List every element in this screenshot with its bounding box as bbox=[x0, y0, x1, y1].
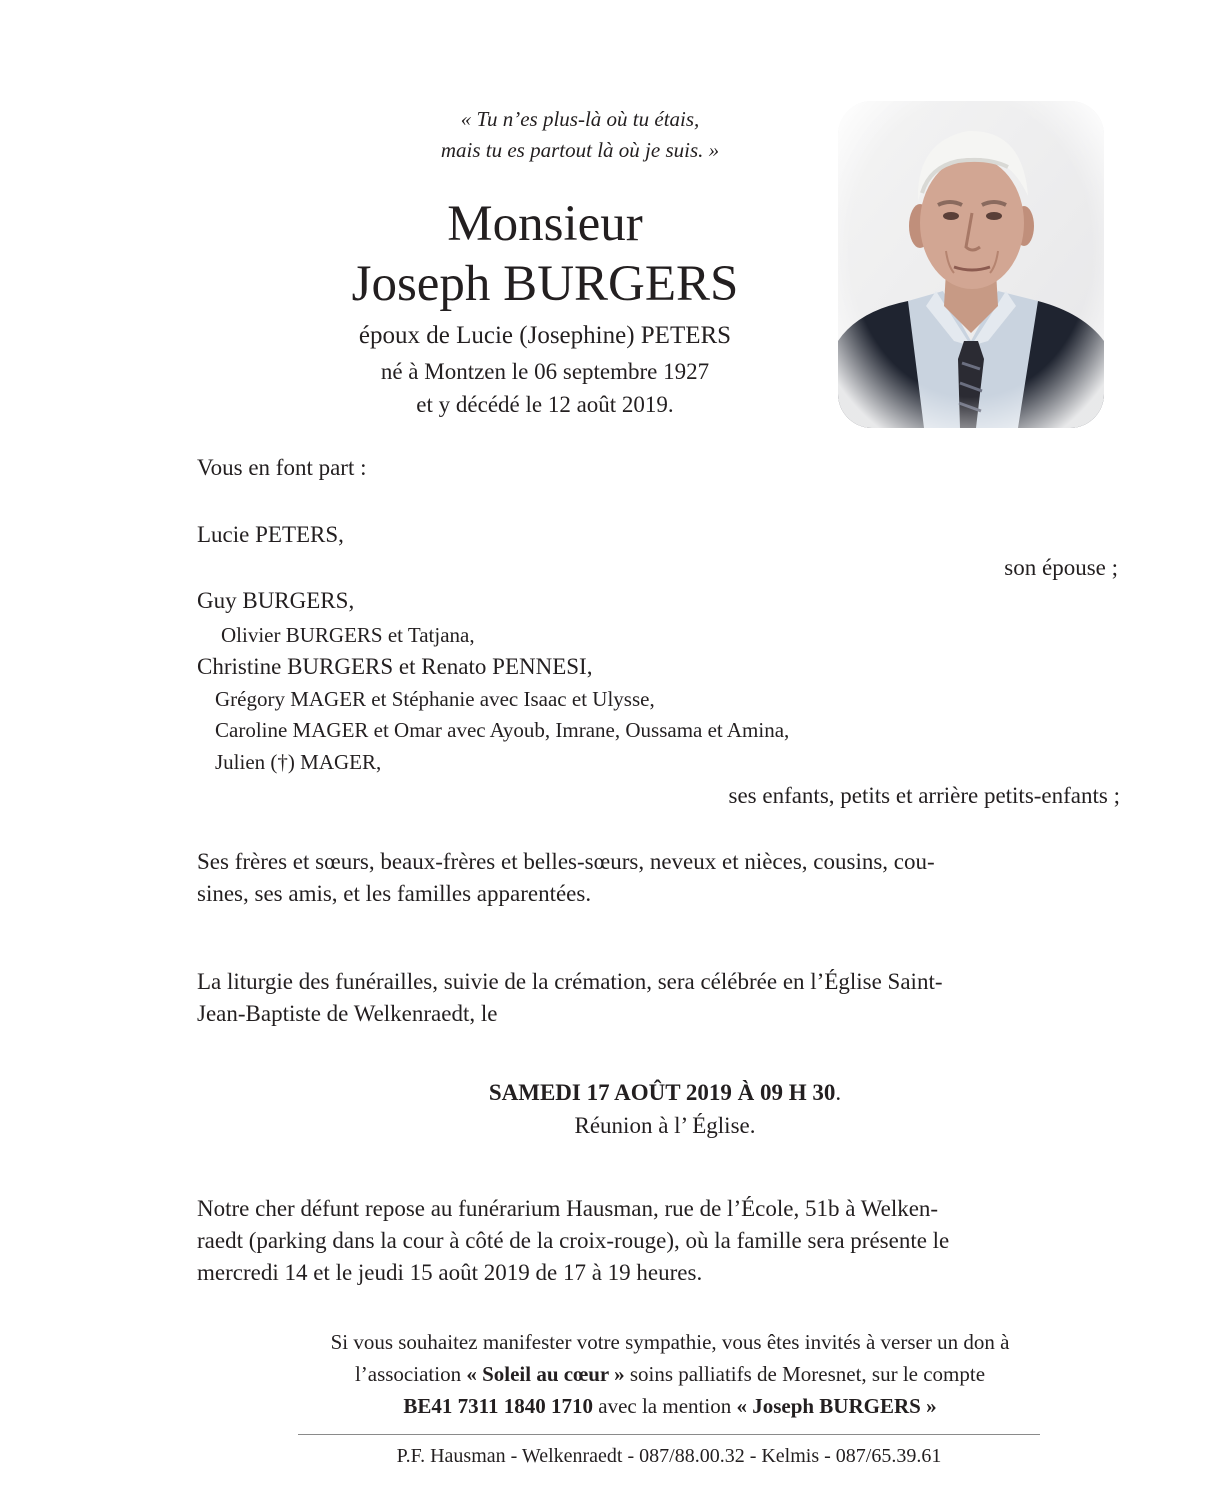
portrait-illustration bbox=[838, 101, 1104, 428]
donation-line-2-suffix: soins palliatifs de Moresnet, sur le compte bbox=[624, 1362, 986, 1386]
donation-line-3-middle: avec la mention bbox=[593, 1394, 737, 1418]
portrait-photo bbox=[838, 101, 1104, 428]
footer-contact: P.F. Hausman - Welkenraedt - 087/88.00.32 - Kelmis - 087/65.39.61 bbox=[396, 1445, 942, 1467]
family-member: Christine BURGERS et Renato PENNESI, bbox=[197, 654, 593, 679]
spouse-relation: son épouse ; bbox=[1004, 555, 1118, 580]
death-line: et y décédé le 12 août 2019. bbox=[416, 392, 674, 417]
family-member: Julien (†) MAGER, bbox=[215, 750, 382, 774]
visitation-line-1: Notre cher défunt repose au funérarium Hausman, rue de l’École, 51b à Welken- bbox=[197, 1196, 939, 1221]
donation-line-2 bbox=[200, 1358, 1140, 1390]
birth-line: né à Montzen le 06 septembre 1927 bbox=[380, 359, 710, 384]
association-name: « Soleil au cœur » bbox=[466, 1362, 625, 1386]
donation-line-2-prefix: l’association bbox=[354, 1362, 467, 1386]
donation-paragraph bbox=[200, 1326, 1140, 1422]
footer-divider bbox=[298, 1434, 1040, 1435]
others-line-1: Ses frères et sœurs, beaux-frères et belles-sœurs, neveux et nièces, cousins, cou- bbox=[197, 849, 935, 874]
quote-line-2: mais tu es partout là où je suis. » bbox=[440, 138, 720, 162]
visitation-line-3: mercredi 14 et le jeudi 15 août 2019 de 17 à 19 heures. bbox=[197, 1260, 703, 1285]
ceremony-paragraph bbox=[197, 966, 1127, 1030]
visitation-paragraph bbox=[197, 1193, 1127, 1289]
spouse-line: époux de Lucie (Josephine) PETERS bbox=[358, 322, 732, 349]
deceased-name: Joseph BURGERS bbox=[351, 256, 739, 312]
ceremony-date bbox=[400, 1077, 930, 1109]
quote-line-1: « Tu n’es plus-là où tu étais, bbox=[460, 107, 700, 131]
donation-line-3 bbox=[200, 1390, 1140, 1422]
ceremony-date-bold: SAMEDI 17 AOÛT 2019 À 09 H 30 bbox=[488, 1080, 836, 1105]
others-paragraph bbox=[197, 846, 1127, 910]
ceremony-line-2: Jean-Baptiste de Welkenraedt, le bbox=[197, 1001, 498, 1026]
family-member: Grégory MAGER et Stéphanie avec Isaac et Ulysse, bbox=[215, 687, 655, 711]
others-line-2: sines, ses amis, et les familles apparentées. bbox=[197, 881, 592, 906]
bank-account: BE41 7311 1840 1710 bbox=[403, 1394, 593, 1418]
donation-line-1: Si vous souhaitez manifester votre sympathie, vous êtes invités à verser un don à bbox=[330, 1330, 1010, 1354]
meeting-line: Réunion à l’ Église. bbox=[574, 1113, 756, 1138]
visitation-line-2: raedt (parking dans la cour à côté de la croix-rouge), où la famille sera présente le bbox=[197, 1228, 950, 1253]
family-member: Caroline MAGER et Omar avec Ayoub, Imrane, Oussama et Amina, bbox=[215, 718, 790, 742]
ceremony-line-1: La liturgie des funérailles, suivie de la crémation, sera célébrée en l’Église Saint- bbox=[197, 969, 943, 994]
family-member: Guy BURGERS, bbox=[197, 588, 355, 613]
life-dates bbox=[290, 355, 800, 421]
deceased-title bbox=[290, 194, 800, 314]
spouse-name: Lucie PETERS, bbox=[197, 522, 344, 547]
intro-line: Vous en font part : bbox=[197, 455, 367, 480]
donation-mention: « Joseph BURGERS » bbox=[736, 1394, 937, 1418]
honorific: Monsieur bbox=[447, 196, 643, 252]
family-relation: ses enfants, petits et arrière petits-enfants ; bbox=[728, 783, 1120, 808]
quote bbox=[330, 104, 830, 166]
ceremony-date-suffix: . bbox=[835, 1080, 842, 1105]
family-member: Olivier BURGERS et Tatjana, bbox=[221, 623, 475, 647]
